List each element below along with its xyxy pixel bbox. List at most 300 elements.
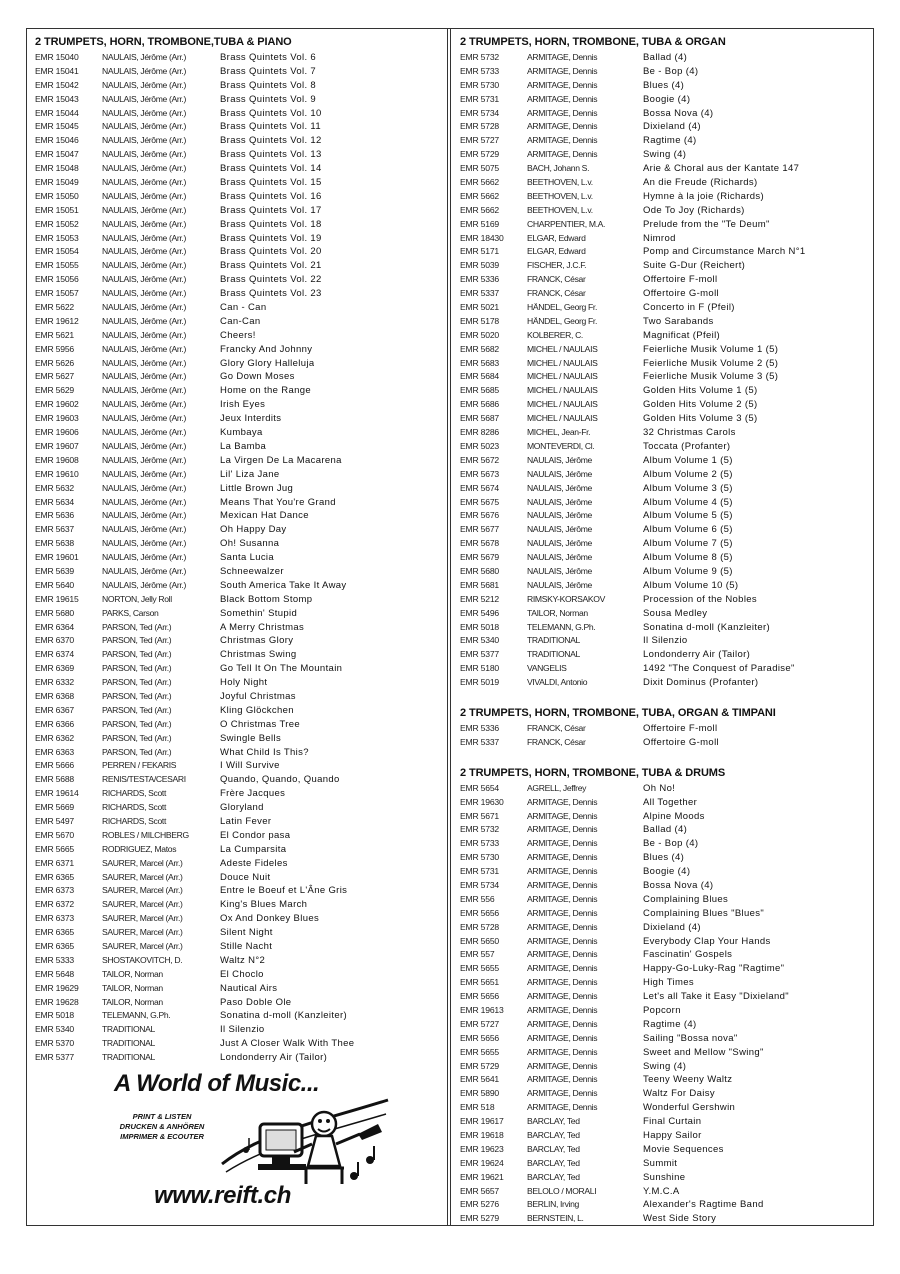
catalog-row [35,259,440,273]
composer: MICHEL, Jean-Fr. [527,427,591,438]
section-heading: 2 TRUMPETS, HORN, TROMBONE, TUBA & ORGAN [460,36,726,48]
work-title: Brass Quintets Vol. 7 [220,65,317,77]
catalog-row [460,232,868,246]
work-title: Swingle Bells [220,732,282,744]
catalog-number: EMR 15049 [35,177,79,188]
catalog-row [460,1129,868,1143]
catalog-number: EMR 5640 [35,579,75,590]
catalog-row [460,79,868,93]
composer: PARSON, Ted (Arr.) [102,663,172,674]
catalog-row [35,621,440,635]
logo-title: A World of Music... [114,1070,320,1097]
catalog-number: EMR 15048 [35,163,79,174]
catalog-list [35,51,440,1065]
composer: NAULAIS, Jérôme (Arr.) [102,510,186,521]
catalog-number: EMR 5683 [460,357,500,368]
catalog-row [460,1087,868,1101]
catalog-row [460,1212,868,1226]
catalog-row [460,482,868,496]
work-title: Procession of the Nobles [643,593,758,605]
composer: MICHEL / NAULAIS [527,343,598,354]
work-title: Magnificat (Pfeil) [643,329,721,341]
work-title: Can - Can [220,302,267,314]
catalog-number: EMR 5688 [35,774,75,785]
catalog-number: EMR 5670 [35,829,75,840]
catalog-number: EMR 6365 [35,927,75,938]
composer: NAULAIS, Jérôme (Arr.) [102,121,186,132]
catalog-number: EMR 5890 [460,1088,500,1099]
catalog-number: EMR 5497 [35,815,75,826]
composer: NAULAIS, Jérôme (Arr.) [102,329,186,340]
composer: NAULAIS, Jérôme (Arr.) [102,524,186,535]
catalog-number: EMR 5639 [35,565,75,576]
catalog-number: EMR 5180 [460,663,500,674]
composer: ARMITAGE, Dennis [527,866,598,877]
catalog-row [35,120,440,134]
work-title: Brass Quintets Vol. 19 [220,232,322,244]
catalog-row [35,357,440,371]
composer: PARKS, Carson [102,607,159,618]
work-title: Christmas Glory [220,635,294,647]
catalog-row [460,357,868,371]
catalog-row [460,93,868,107]
catalog-row [460,990,868,1004]
composer: BARCLAY, Ted [527,1116,580,1127]
catalog-number: EMR 5732 [460,52,500,62]
catalog-number: EMR 5655 [460,963,500,974]
work-title: Silent Night [220,927,273,939]
composer: NAULAIS, Jérôme (Arr.) [102,482,186,493]
composer: NAULAIS, Jérôme (Arr.) [102,565,186,576]
work-title: Brass Quintets Vol. 8 [220,79,317,91]
composer: ARMITAGE, Dennis [527,852,598,863]
catalog-row [35,232,440,246]
work-title: Sailing "Bossa nova" [643,1032,738,1044]
catalog-number: EMR 19607 [35,440,79,451]
composer: NAULAIS, Jérôme (Arr.) [102,454,186,465]
composer: ARMITAGE, Dennis [527,1060,598,1071]
catalog-number: EMR 5662 [460,204,500,215]
composer: TELEMANN, G.Ph. [527,621,596,632]
catalog-number: EMR 6372 [35,899,75,910]
catalog-row [460,607,868,621]
catalog-number: EMR 5648 [35,968,75,979]
composer: SHOSTAKOVITCH, D. [102,954,183,965]
catalog-number: EMR 5678 [460,538,500,549]
catalog-row [35,245,440,259]
catalog-row [35,746,440,760]
composer: AGRELL, Jeffrey [527,782,587,793]
work-title: Dixieland (4) [643,921,701,933]
work-title: 1492 "The Conquest of Paradise" [643,663,795,675]
catalog-number: EMR 5621 [35,329,75,340]
catalog-row [460,1115,868,1129]
catalog-row [460,1157,868,1171]
work-title: Latin Fever [220,815,272,827]
catalog-number: EMR 19601 [35,552,79,563]
work-title: Album Volume 10 (5) [643,579,739,591]
catalog-row [460,176,868,190]
catalog-row [460,1032,868,1046]
work-title: Black Bottom Stomp [220,593,313,605]
catalog-row [35,162,440,176]
catalog-number: EMR 5651 [460,977,500,988]
catalog-row [460,593,868,607]
catalog-row [35,926,440,940]
catalog-row [35,968,440,982]
composer: FRANCK, César [527,274,586,285]
work-title: Santa Lucia [220,552,275,564]
catalog-number: EMR 5020 [460,329,500,340]
work-title: Movie Sequences [643,1143,724,1155]
catalog-number: EMR 19602 [35,399,79,410]
catalog-number: EMR 556 [460,893,495,904]
catalog-number: EMR 5638 [35,538,75,549]
composer: NAULAIS, Jérôme (Arr.) [102,190,186,201]
work-title: Frère Jacques [220,788,286,800]
catalog-row [35,898,440,912]
catalog-number: EMR 15053 [35,232,79,243]
catalog-row [460,907,868,921]
catalog-number: EMR 15046 [35,135,79,146]
composer: NAULAIS, Jérôme (Arr.) [102,52,186,62]
work-title: Be - Bop (4) [643,838,699,850]
catalog-list [460,51,868,690]
catalog-row [35,204,440,218]
work-title: Brass Quintets Vol. 10 [220,107,322,119]
work-title: Brass Quintets Vol. 12 [220,135,322,147]
catalog-number: EMR 5734 [460,107,500,118]
work-title: Oh Happy Day [220,524,287,536]
composer: NAULAIS, Jérôme (Arr.) [102,177,186,188]
catalog-row [460,468,868,482]
composer: RICHARDS, Scott [102,802,166,813]
catalog-row [460,426,868,440]
composer: SAURER, Marcel (Arr.) [102,913,183,924]
composer: NAULAIS, Jérôme [527,510,592,521]
catalog-row [460,440,868,454]
catalog-number: EMR 19615 [35,593,79,604]
catalog-number: EMR 5662 [460,177,500,188]
catalog-row [35,676,440,690]
work-title: Y.M.C.A [643,1185,680,1197]
catalog-number: EMR 15055 [35,260,79,271]
composer: MICHEL / NAULAIS [527,413,598,424]
catalog-row [460,823,868,837]
catalog-row [460,218,868,232]
catalog-number: EMR 5682 [460,343,500,354]
catalog-row [35,273,440,287]
catalog-number: EMR 518 [460,1102,495,1113]
catalog-list [460,722,868,750]
catalog-row [35,1051,440,1065]
composer: BELOLO / MORALI [527,1185,597,1196]
work-title: Swing (4) [643,149,687,161]
work-title: Brass Quintets Vol. 23 [220,288,322,300]
composer: NAULAIS, Jérôme [527,468,592,479]
catalog-row [35,176,440,190]
work-title: Gloryland [220,802,264,814]
catalog-number: EMR 6364 [35,621,75,632]
work-title: Ode To Joy (Richards) [643,204,745,216]
work-title: Toccata (Profanter) [643,440,731,452]
work-title: Ragtime (4) [643,135,697,147]
catalog-row [35,426,440,440]
composer: ARMITAGE, Dennis [527,991,598,1002]
catalog-row [35,1023,440,1037]
composer: NAULAIS, Jérôme [527,579,592,590]
work-title: Dixit Dominus (Profanter) [643,677,759,689]
catalog-row [35,718,440,732]
work-title: El Condor pasa [220,829,291,841]
catalog-row [460,245,868,259]
catalog-row [460,537,868,551]
composer: PARSON, Ted (Arr.) [102,649,172,660]
composer: NAULAIS, Jérôme (Arr.) [102,274,186,285]
composer: PARSON, Ted (Arr.) [102,732,172,743]
composer: NAULAIS, Jérôme [527,565,592,576]
catalog-row [35,884,440,898]
work-title: Album Volume 3 (5) [643,482,733,494]
composer: MICHEL / NAULAIS [527,385,598,396]
composer: TRADITIONAL [102,1024,155,1035]
catalog-row [460,107,868,121]
work-title: Album Volume 8 (5) [643,552,733,564]
catalog-row [460,454,868,468]
catalog-number: EMR 5662 [460,190,500,201]
catalog-row [460,935,868,949]
catalog-row [35,579,440,593]
catalog-number: EMR 19614 [35,788,79,799]
catalog-number: EMR 19608 [35,454,79,465]
catalog-number: EMR 5684 [460,371,500,382]
catalog-row [460,865,868,879]
catalog-number: EMR 5023 [460,440,500,451]
work-title: Glory Glory Halleluja [220,357,315,369]
catalog-number: EMR 19613 [460,1005,504,1015]
logo-url: www.reift.ch [154,1182,291,1209]
composer: NAULAIS, Jérôme (Arr.) [102,93,186,104]
catalog-number: EMR 5636 [35,510,75,521]
catalog-number: EMR 6367 [35,704,75,715]
section-spacer [460,690,868,704]
catalog-row [460,343,868,357]
catalog-number: EMR 15056 [35,274,79,285]
composer: TRADITIONAL [102,1052,155,1063]
work-title: Brass Quintets Vol. 15 [220,177,322,189]
composer: TAILOR, Norman [527,607,588,618]
composer: NAULAIS, Jérôme (Arr.) [102,79,186,90]
composer: FRANCK, César [527,722,586,733]
work-title: Il Silenzio [220,1024,265,1036]
catalog-number: EMR 15051 [35,204,79,215]
composer: NAULAIS, Jérôme (Arr.) [102,496,186,507]
work-title: Complaining Blues [643,893,729,905]
composer: NAULAIS, Jérôme (Arr.) [102,149,186,160]
catalog-row [35,996,440,1010]
composer: ARMITAGE, Dennis [527,1032,598,1043]
work-title: Prelude from the "Te Deum" [643,218,770,230]
catalog-number: EMR 19603 [35,413,79,424]
composer: SAURER, Marcel (Arr.) [102,941,183,951]
catalog-row [460,1018,868,1032]
work-title: Arie & Choral aus der Kantate 147 [643,163,800,175]
composer: RENIS/TESTA/CESARI [102,774,186,785]
work-title: Sonatina d-moll (Kanzleiter) [643,621,771,633]
catalog-number: EMR 5178 [460,315,500,326]
work-title: Go Down Moses [220,371,295,383]
work-title: Lil' Liza Jane [220,468,280,480]
catalog-number: EMR 5018 [460,621,500,632]
work-title: Golden Hits Volume 3 (5) [643,413,758,425]
work-title: Go Tell It On The Mountain [220,663,343,675]
catalog-number: EMR 5665 [35,843,75,854]
composer: NAULAIS, Jérôme (Arr.) [102,385,186,396]
catalog-row [35,1037,440,1051]
right-column [460,33,868,1226]
work-title: Everybody Clap Your Hands [643,935,771,947]
catalog-number: EMR 15050 [35,190,79,201]
catalog-number: EMR 6363 [35,746,75,757]
catalog-row [35,315,440,329]
catalog-row [35,384,440,398]
work-title: Mexican Hat Dance [220,510,309,522]
work-title: Can-Can [220,315,261,327]
work-title: Ox And Donkey Blues [220,913,320,925]
work-title: All Together [643,796,698,808]
composer: NAULAIS, Jérôme (Arr.) [102,315,186,326]
catalog-row [35,218,440,232]
catalog-number: EMR 5732 [460,824,500,835]
composer: ROBLES / MILCHBERG [102,829,189,840]
logo-tagline-line: IMPRIMER & ECOUTER [120,1132,204,1141]
catalog-number: EMR 15047 [35,149,79,160]
work-title: Waltz For Daisy [643,1088,715,1100]
section-heading: 2 TRUMPETS, HORN, TROMBONE,TUBA & PIANO [35,36,292,48]
catalog-number: EMR 5727 [460,1018,500,1029]
catalog-row [35,690,440,704]
catalog-number: EMR 5622 [35,302,75,313]
composer: SAURER, Marcel (Arr.) [102,871,183,882]
work-title: Album Volume 9 (5) [643,565,733,577]
catalog-row [460,51,868,65]
logo-tagline [108,1112,216,1142]
catalog-row [35,523,440,537]
catalog-number: EMR 6362 [35,732,75,743]
work-title: Golden Hits Volume 1 (5) [643,385,758,397]
composer: ARMITAGE, Dennis [527,52,598,62]
catalog-number: EMR 15044 [35,107,79,118]
catalog-row [460,1060,868,1074]
work-title: Irish Eyes [220,399,266,411]
catalog-row [460,634,868,648]
composer: NAULAIS, Jérôme (Arr.) [102,552,186,563]
composer: PARSON, Ted (Arr.) [102,704,172,715]
catalog-row [35,343,440,357]
work-title: Oh No! [643,782,676,794]
catalog-number: EMR 5627 [35,371,75,382]
catalog-number: EMR 19618 [460,1130,504,1141]
catalog-row [460,796,868,810]
composer: NAULAIS, Jérôme (Arr.) [102,538,186,549]
catalog-number: EMR 5656 [460,1032,500,1043]
composer: FISCHER, J.C.F. [527,260,587,271]
work-title: Just A Closer Walk With Thee [220,1038,355,1050]
composer: NAULAIS, Jérôme [527,454,592,465]
composer: TAILOR, Norman [102,996,163,1007]
catalog-row [460,1073,868,1087]
composer: NAULAIS, Jérôme (Arr.) [102,302,186,313]
catalog-number: EMR 6369 [35,663,75,674]
work-title: Brass Quintets Vol. 6 [220,52,317,63]
catalog-number: EMR 5637 [35,524,75,535]
work-title: Brass Quintets Vol. 11 [220,121,321,133]
catalog-number: EMR 15045 [35,121,79,132]
catalog-row [460,621,868,635]
catalog-row [460,948,868,962]
catalog-row [460,273,868,287]
catalog-number: EMR 6370 [35,635,75,646]
catalog-number: EMR 5018 [35,1010,75,1021]
column-divider [447,28,451,1226]
catalog-number: EMR 5654 [460,782,500,793]
catalog-row [35,440,440,454]
catalog-number: EMR 5672 [460,454,500,465]
catalog-number: EMR 5733 [460,838,500,849]
work-title: West Side Story [643,1213,717,1225]
catalog-number: EMR 5075 [460,163,500,174]
composer: ARMITAGE, Dennis [527,838,598,849]
composer: BEETHOVEN, L.v. [527,204,593,215]
composer: NAULAIS, Jérôme (Arr.) [102,246,186,257]
composer: NAULAIS, Jérôme (Arr.) [102,371,186,382]
work-title: La Bamba [220,440,267,452]
catalog-row [35,787,440,801]
work-title: Golden Hits Volume 2 (5) [643,399,758,411]
composer: TELEMANN, G.Ph. [102,1010,171,1021]
catalog-number: EMR 8286 [460,427,500,438]
composer: NAULAIS, Jérôme (Arr.) [102,288,186,299]
composer: PARSON, Ted (Arr.) [102,690,172,701]
catalog-row [35,65,440,79]
composer: PARSON, Ted (Arr.) [102,621,172,632]
work-title: Paso Doble Ole [220,996,292,1008]
composer: NAULAIS, Jérôme (Arr.) [102,135,186,146]
catalog-row [460,370,868,384]
catalog-number: EMR 5728 [460,921,500,932]
catalog-row [460,976,868,990]
work-title: Album Volume 5 (5) [643,510,733,522]
section-spacer [460,750,868,764]
catalog-number: EMR 5669 [35,802,75,813]
composer: BARCLAY, Ted [527,1171,580,1182]
catalog-number: EMR 15040 [35,52,79,62]
composer: TAILOR, Norman [102,968,163,979]
catalog-number: EMR 5729 [460,149,500,160]
composer: ARMITAGE, Dennis [527,879,598,890]
catalog-number: EMR 5370 [35,1038,75,1049]
composer: MICHEL / NAULAIS [527,371,598,382]
composer: MICHEL / NAULAIS [527,399,598,410]
work-title: Kumbaya [220,427,263,439]
work-title: El Choclo [220,968,264,980]
composer: CHARPENTIER, M.A. [527,218,606,229]
catalog-row [35,954,440,968]
catalog-row [35,912,440,926]
work-title: Means That You're Grand [220,496,336,508]
catalog-row [35,551,440,565]
catalog-row [35,940,440,954]
